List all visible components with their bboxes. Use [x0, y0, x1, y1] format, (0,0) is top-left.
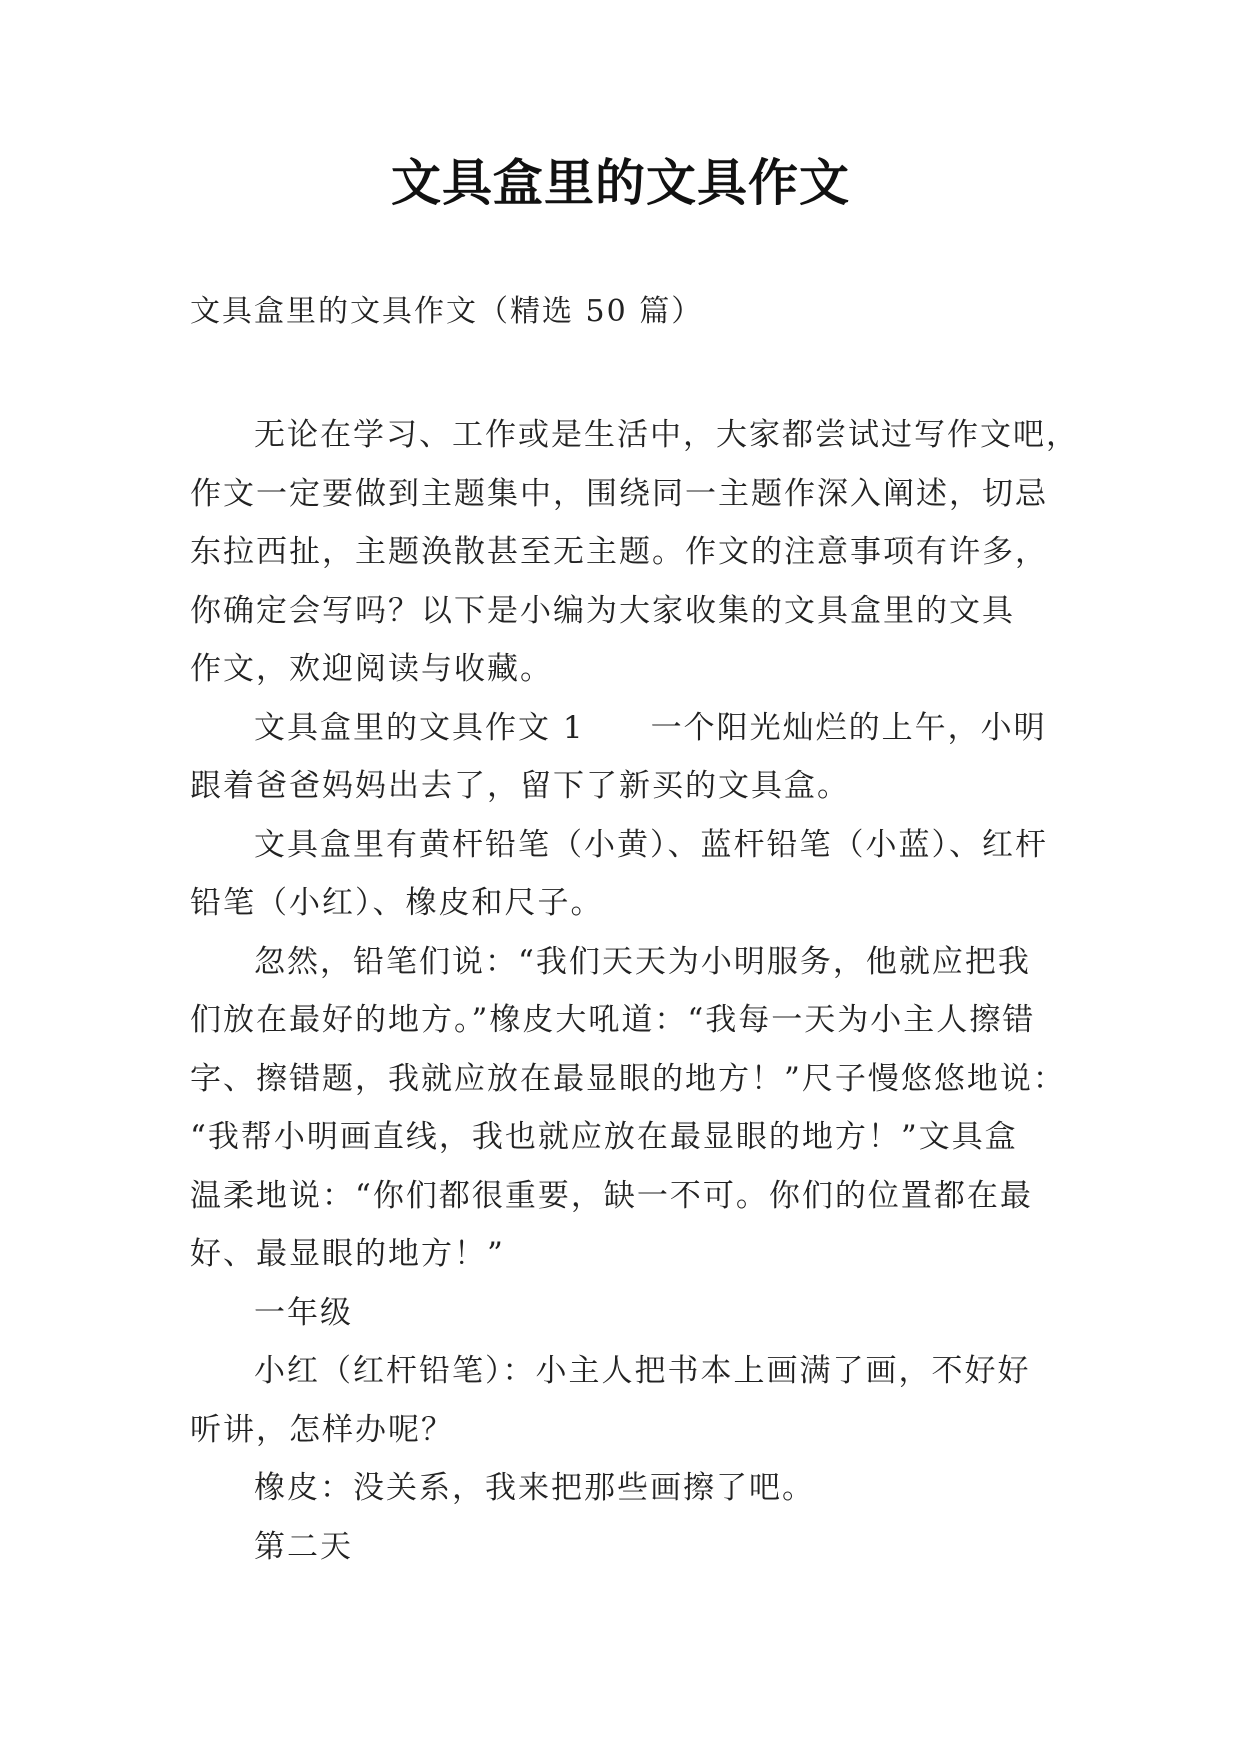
- body-text-line: 温柔地说：“你们都很重要，缺一不可。你们的位置都在最: [190, 1177, 1033, 1214]
- body-text-line: 作文一定要做到主题集中，围绕同一主题作深入阐述，切忌: [190, 475, 1048, 512]
- body-text-line: 小红（红杆铅笔）：小主人把书本上画满了画，不好好: [254, 1353, 1031, 1389]
- body-text-line: 第二天: [254, 1528, 353, 1565]
- body-text-line: 铅笔（小红）、橡皮和尺子。: [190, 885, 604, 921]
- body-text-line: 忽然，铅笔们说：“我们天天为小明服务，他就应把我: [254, 943, 1031, 980]
- body-text-line: 橡皮：没关系，我来把那些画擦了吧。: [254, 1470, 815, 1506]
- document-body: [190, 406, 1090, 1576]
- body-text-line: 听讲，怎样办呢？: [190, 1411, 454, 1448]
- body-text-line: 跟着爸爸妈妈出去了，留下了新买的文具盒。: [190, 768, 850, 804]
- body-text-line: 好、最显眼的地方！”: [190, 1236, 505, 1272]
- page-title: 文具盒里的文具作文: [391, 153, 850, 212]
- body-text-line: 文具盒里有黄杆铅笔（小黄）、蓝杆铅笔（小蓝）、红杆: [254, 826, 1048, 863]
- body-text-line: “我帮小明画直线，我也就应放在最显眼的地方！”文具盒: [190, 1119, 1018, 1155]
- body-text-line: 文具盒里的文具作文 1 一个阳光灿烂的上午，小明: [254, 709, 1047, 746]
- body-text-line: 东拉西扯，主题涣散甚至无主题。作文的注意事项有许多，: [190, 534, 1048, 570]
- body-text-line: 一年级: [254, 1294, 353, 1331]
- body-text-line: 作文，欢迎阅读与收藏。: [190, 651, 553, 687]
- body-text-line: 无论在学习、工作或是生活中，大家都尝试过写作文吧，: [254, 417, 1079, 453]
- document-subtitle: 文具盒里的文具作文（精选 50 篇）: [190, 294, 704, 329]
- body-text-line: 字、擦错题，我就应放在最显眼的地方！”尺子慢悠悠地说：: [190, 1060, 1066, 1097]
- body-text-line: 们放在最好的地方。”橡皮大吼道：“我每一天为小主人擦错: [190, 1002, 1036, 1038]
- body-text-line: 你确定会写吗？以下是小编为大家收集的文具盒里的文具: [190, 592, 1015, 629]
